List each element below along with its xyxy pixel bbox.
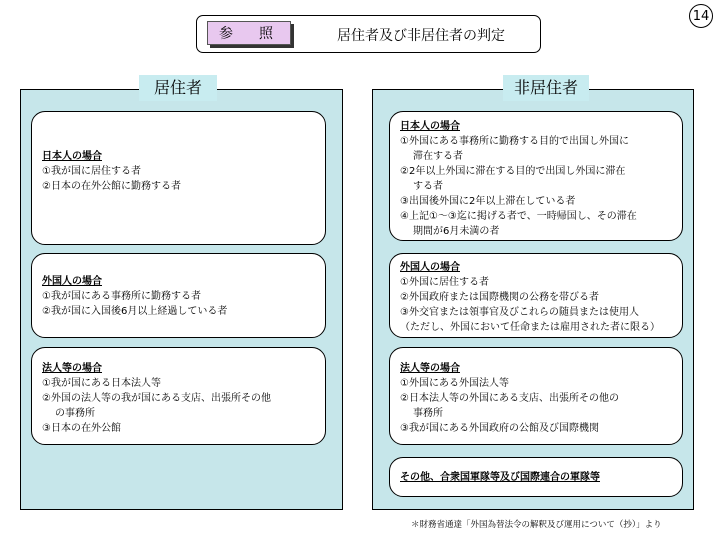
list-item: ④上記①～③迄に掲げる者で、一時帰国し、その滞在 (400, 211, 637, 222)
list-item: （ただし、外国において任命または雇用された者に限る） (400, 322, 660, 333)
list-item: ①外国にある事務所に勤務する目的で出国し外国に (400, 136, 629, 147)
list-item: ②我が国に入国後6月以上経過している者 (42, 306, 228, 317)
non-residents-label: 非居住者 (503, 75, 589, 101)
resident-foreigner-card (31, 253, 326, 338)
non-resident-corporation-card (389, 347, 683, 445)
list-item: ①我が国にある日本法人等 (42, 378, 161, 389)
source-footnote: ＊財務省通達「外国為替法令の解釈及び運用について（抄）」より (411, 520, 662, 530)
title-box (196, 15, 541, 53)
resident-japanese-card (31, 111, 326, 245)
list-item: 滞在する者 (413, 151, 463, 162)
list-item: ②外国政府または国際機関の公務を帯びる者 (400, 292, 599, 303)
resident-corporation-heading: 法人等の場合 (42, 363, 102, 374)
reference-badge: 参 照 (207, 21, 291, 45)
list-item: ②日本法人等の外国にある支店、出張所その他の (400, 393, 619, 404)
list-item: ③我が国にある外国政府の公館及び国際機関 (400, 423, 599, 434)
non-resident-corporation-heading: 法人等の場合 (400, 363, 460, 374)
list-item: ①我が国にある事務所に勤務する者 (42, 291, 201, 302)
list-item: する者 (413, 181, 443, 192)
list-item: ①外国に居住する者 (400, 277, 489, 288)
non-resident-japanese-heading: 日本人の場合 (400, 121, 460, 132)
resident-japanese-heading: 日本人の場合 (42, 151, 102, 162)
list-item: ①外国にある外国法人等 (400, 378, 509, 389)
non-resident-other-heading: その他、合衆国軍隊等及び国際連合の軍隊等 (400, 472, 600, 483)
list-item: ③日本の在外公館 (42, 423, 121, 434)
list-item: ②2年以上外国に滞在する目的で出国し外国に滞在 (400, 166, 626, 177)
resident-foreigner-heading: 外国人の場合 (42, 276, 102, 287)
non-resident-foreigner-card (389, 253, 683, 338)
list-item: ③外交官または領事官及びこれらの随員または使用人 (400, 307, 639, 318)
resident-corporation-card (31, 347, 326, 445)
non-resident-japanese-card (389, 111, 683, 241)
non-resident-other-card (389, 457, 683, 497)
list-item: ②日本の在外公館に勤務する者 (42, 181, 181, 192)
page-number: 14 (689, 4, 713, 28)
list-item: ①我が国に居住する者 (42, 166, 141, 177)
residents-label: 居住者 (139, 75, 217, 101)
non-resident-foreigner-heading: 外国人の場合 (400, 262, 460, 273)
list-item: 期間が6月未満の者 (413, 226, 500, 237)
list-item: ③出国後外国に2年以上滞在している者 (400, 196, 576, 207)
list-item: の事務所 (55, 408, 95, 419)
list-item: 事務所 (413, 408, 443, 419)
page-title: 居住者及び非居住者の判定 (337, 28, 505, 44)
list-item: ②外国の法人等の我が国にある支店、出張所その他 (42, 393, 271, 404)
